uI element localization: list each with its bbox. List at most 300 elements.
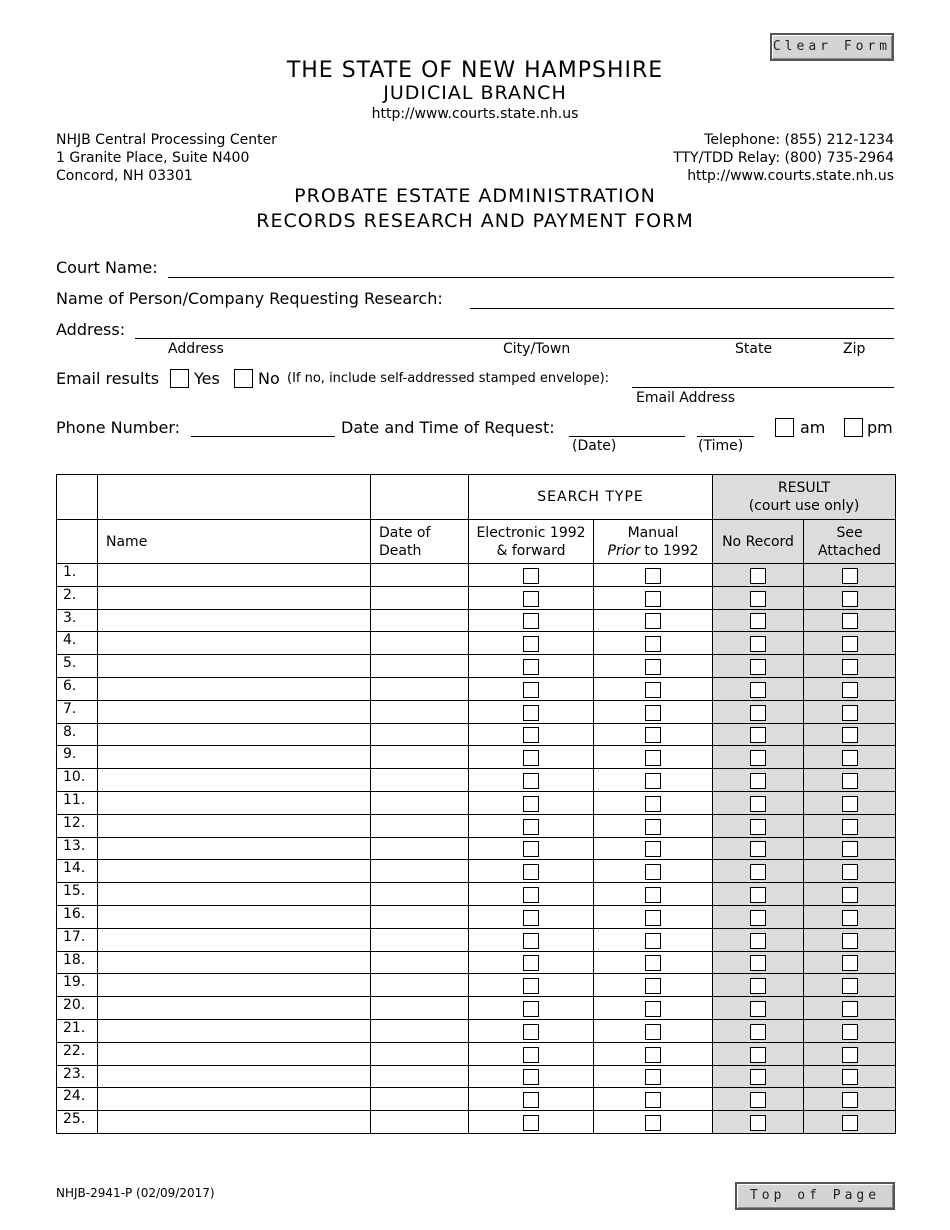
no-record-checkbox[interactable] — [750, 864, 766, 880]
email-address-field[interactable] — [632, 367, 894, 388]
electronic-checkbox[interactable] — [523, 1115, 539, 1131]
electronic-checkbox[interactable] — [523, 773, 539, 789]
manual-checkbox-cell — [594, 1019, 713, 1042]
name-cell[interactable] — [98, 1065, 371, 1088]
no-record-checkbox[interactable] — [750, 887, 766, 903]
manual-checkbox[interactable] — [645, 1001, 661, 1017]
manual-checkbox[interactable] — [645, 591, 661, 607]
date-of-death-cell[interactable] — [371, 564, 469, 587]
row-number: 24. — [57, 1088, 98, 1111]
see-attached-checkbox-cell — [804, 974, 896, 997]
date-of-death-cell[interactable] — [371, 814, 469, 837]
see-attached-checkbox[interactable] — [842, 659, 858, 675]
see-attached-checkbox[interactable] — [842, 727, 858, 743]
no-record-checkbox[interactable] — [750, 910, 766, 926]
electronic-checkbox-cell — [469, 586, 594, 609]
date-of-death-cell[interactable] — [371, 791, 469, 814]
table-row — [57, 586, 896, 609]
no-record-checkbox[interactable] — [750, 796, 766, 812]
see-attached-checkbox[interactable] — [842, 864, 858, 880]
manual-checkbox[interactable] — [645, 773, 661, 789]
manual-checkbox-cell — [594, 609, 713, 632]
see-attached-checkbox-cell — [804, 997, 896, 1020]
electronic-checkbox-cell — [469, 1065, 594, 1088]
electronic-checkbox[interactable] — [523, 1092, 539, 1108]
no-record-checkbox[interactable] — [750, 613, 766, 629]
am-checkbox[interactable] — [775, 418, 794, 437]
no-record-checkbox-cell — [713, 1065, 804, 1088]
date-of-death-header — [371, 520, 469, 564]
manual-checkbox[interactable] — [645, 933, 661, 949]
see-attached-checkbox-cell — [804, 1065, 896, 1088]
name-cell[interactable] — [98, 1042, 371, 1065]
name-cell[interactable] — [98, 1019, 371, 1042]
name-cell[interactable] — [98, 837, 371, 860]
date-of-death-cell[interactable] — [371, 1088, 469, 1111]
electronic-checkbox[interactable] — [523, 910, 539, 926]
row-number: 6. — [57, 677, 98, 700]
manual-checkbox[interactable] — [645, 1047, 661, 1063]
see-attached-checkbox-cell — [804, 951, 896, 974]
table-row — [57, 1111, 896, 1134]
electronic-checkbox[interactable] — [523, 841, 539, 857]
no-record-checkbox-cell — [713, 1111, 804, 1134]
electronic-checkbox-cell — [469, 700, 594, 723]
pm-checkbox[interactable] — [844, 418, 863, 437]
electronic-checkbox-cell — [469, 951, 594, 974]
no-record-checkbox-cell — [713, 723, 804, 746]
manual-checkbox[interactable] — [645, 613, 661, 629]
name-cell[interactable] — [98, 700, 371, 723]
manual-checkbox[interactable] — [645, 682, 661, 698]
table-row — [57, 769, 896, 792]
electronic-checkbox-cell — [469, 1111, 594, 1134]
date-of-death-cell[interactable] — [371, 723, 469, 746]
time-hint: (Time) — [698, 438, 744, 454]
blank-header-cell — [371, 475, 469, 520]
see-attached-checkbox[interactable] — [842, 796, 858, 812]
electronic-checkbox-cell — [469, 632, 594, 655]
no-record-checkbox-cell — [713, 997, 804, 1020]
no-record-checkbox[interactable] — [750, 682, 766, 698]
electronic-line1: Electronic 1992 — [476, 524, 586, 541]
electronic-checkbox[interactable] — [523, 933, 539, 949]
no-record-checkbox[interactable] — [750, 1069, 766, 1085]
electronic-checkbox[interactable] — [523, 1069, 539, 1085]
see-attached-checkbox[interactable] — [842, 841, 858, 857]
see-attached-checkbox[interactable] — [842, 682, 858, 698]
no-record-checkbox-cell — [713, 951, 804, 974]
no-record-checkbox[interactable] — [750, 819, 766, 835]
manual-checkbox[interactable] — [645, 659, 661, 675]
electronic-checkbox-cell — [469, 791, 594, 814]
court-name-field[interactable] — [168, 257, 894, 278]
manual-checkbox-cell — [594, 837, 713, 860]
see-attached-checkbox-cell — [804, 1019, 896, 1042]
electronic-checkbox[interactable] — [523, 1001, 539, 1017]
table-row — [57, 974, 896, 997]
electronic-checkbox[interactable] — [523, 705, 539, 721]
electronic-checkbox[interactable] — [523, 796, 539, 812]
see-line1: See — [836, 524, 863, 541]
date-of-death-cell[interactable] — [371, 1111, 469, 1134]
electronic-checkbox[interactable] — [523, 864, 539, 880]
see-attached-checkbox[interactable] — [842, 1024, 858, 1040]
records-body — [57, 564, 896, 1134]
name-cell[interactable] — [98, 860, 371, 883]
see-attached-checkbox[interactable] — [842, 887, 858, 903]
name-cell[interactable] — [98, 609, 371, 632]
email-yes-checkbox[interactable] — [170, 369, 189, 388]
row-number: 17. — [57, 928, 98, 951]
electronic-checkbox[interactable] — [523, 955, 539, 971]
manual-checkbox-cell — [594, 1088, 713, 1111]
telephone: Telephone: (855) 212-1234 — [704, 132, 894, 148]
electronic-checkbox-cell — [469, 769, 594, 792]
see-attached-checkbox-cell — [804, 723, 896, 746]
manual-checkbox-cell — [594, 997, 713, 1020]
see-attached-checkbox-cell — [804, 928, 896, 951]
name-cell[interactable] — [98, 586, 371, 609]
clear-form-button[interactable]: Clear Form — [770, 33, 894, 61]
search-type-header: SEARCH TYPE — [469, 475, 713, 520]
electronic-checkbox-cell — [469, 883, 594, 906]
see-attached-checkbox[interactable] — [842, 819, 858, 835]
see-attached-checkbox[interactable] — [842, 568, 858, 584]
electronic-checkbox[interactable] — [523, 1024, 539, 1040]
manual-checkbox-cell — [594, 769, 713, 792]
blank-header-cell — [57, 475, 98, 520]
no-record-checkbox-cell — [713, 928, 804, 951]
no-record-checkbox-cell — [713, 860, 804, 883]
table-row — [57, 1065, 896, 1088]
no-record-checkbox[interactable] — [750, 978, 766, 994]
date-of-death-cell[interactable] — [371, 609, 469, 632]
no-record-checkbox-cell — [713, 632, 804, 655]
table-row — [57, 1042, 896, 1065]
table-row — [57, 997, 896, 1020]
date-of-death-cell[interactable] — [371, 928, 469, 951]
date-of-death-cell[interactable] — [371, 746, 469, 769]
electronic-checkbox[interactable] — [523, 1047, 539, 1063]
electronic-checkbox[interactable] — [523, 727, 539, 743]
name-cell[interactable] — [98, 769, 371, 792]
name-cell[interactable] — [98, 723, 371, 746]
table-row — [57, 860, 896, 883]
date-of-death-cell[interactable] — [371, 997, 469, 1020]
name-cell[interactable] — [98, 974, 371, 997]
table-row — [57, 632, 896, 655]
no-record-checkbox[interactable] — [750, 841, 766, 857]
no-record-checkbox[interactable] — [750, 727, 766, 743]
manual-checkbox[interactable] — [645, 727, 661, 743]
result-header — [713, 475, 896, 520]
date-of-death-cell[interactable] — [371, 1042, 469, 1065]
electronic-checkbox[interactable] — [523, 978, 539, 994]
no-record-checkbox-cell — [713, 1088, 804, 1111]
no-record-checkbox[interactable] — [750, 1092, 766, 1108]
date-of-death-cell[interactable] — [371, 700, 469, 723]
electronic-checkbox[interactable] — [523, 750, 539, 766]
electronic-checkbox[interactable] — [523, 591, 539, 607]
no-record-checkbox-cell — [713, 746, 804, 769]
see-attached-checkbox-cell — [804, 1042, 896, 1065]
row-number: 18. — [57, 951, 98, 974]
no-record-checkbox[interactable] — [750, 659, 766, 675]
date-of-death-cell[interactable] — [371, 974, 469, 997]
email-no-checkbox[interactable] — [234, 369, 253, 388]
name-cell[interactable] — [98, 1088, 371, 1111]
requester-field[interactable] — [470, 288, 894, 309]
manual-checkbox[interactable] — [645, 750, 661, 766]
manual-line2 — [594, 542, 712, 560]
table-row — [57, 814, 896, 837]
electronic-checkbox-cell — [469, 677, 594, 700]
manual-checkbox-cell — [594, 860, 713, 883]
no-record-checkbox[interactable] — [750, 1047, 766, 1063]
manual-checkbox[interactable] — [645, 910, 661, 926]
pm-label: pm — [867, 418, 893, 437]
manual-checkbox-cell — [594, 905, 713, 928]
no-record-checkbox-cell — [713, 883, 804, 906]
manual-checkbox-cell — [594, 655, 713, 678]
table-row — [57, 677, 896, 700]
see-attached-checkbox[interactable] — [842, 750, 858, 766]
date-of-death-cell[interactable] — [371, 769, 469, 792]
table-row — [57, 609, 896, 632]
row-number: 14. — [57, 860, 98, 883]
date-of-death-cell[interactable] — [371, 951, 469, 974]
address-sub-label: Address — [168, 341, 224, 357]
see-attached-checkbox-cell — [804, 632, 896, 655]
top-of-page-button[interactable]: Top of Page — [735, 1182, 895, 1210]
form-title — [0, 184, 950, 234]
see-attached-checkbox[interactable] — [842, 705, 858, 721]
table-row — [57, 928, 896, 951]
records-table — [56, 474, 896, 1134]
date-of-death-cell[interactable] — [371, 632, 469, 655]
see-attached-checkbox[interactable] — [842, 1001, 858, 1017]
see-attached-checkbox-cell — [804, 883, 896, 906]
row-number: 22. — [57, 1042, 98, 1065]
name-cell[interactable] — [98, 791, 371, 814]
manual-checkbox-cell — [594, 723, 713, 746]
see-attached-checkbox[interactable] — [842, 773, 858, 789]
see-attached-checkbox-cell — [804, 769, 896, 792]
see-attached-checkbox-cell — [804, 905, 896, 928]
row-number: 9. — [57, 746, 98, 769]
table-row — [57, 655, 896, 678]
manual-checkbox-cell — [594, 564, 713, 587]
no-record-checkbox[interactable] — [750, 636, 766, 652]
table-row — [57, 1088, 896, 1111]
court-name-label: Court Name: — [56, 258, 158, 277]
no-record-checkbox-cell — [713, 655, 804, 678]
manual-checkbox[interactable] — [645, 1092, 661, 1108]
name-cell[interactable] — [98, 997, 371, 1020]
manual-checkbox-cell — [594, 677, 713, 700]
electronic-checkbox[interactable] — [523, 819, 539, 835]
name-cell[interactable] — [98, 951, 371, 974]
no-record-checkbox[interactable] — [750, 773, 766, 789]
no-record-checkbox[interactable] — [750, 1001, 766, 1017]
electronic-checkbox-cell — [469, 974, 594, 997]
see-attached-checkbox-cell — [804, 609, 896, 632]
no-record-checkbox[interactable] — [750, 568, 766, 584]
see-attached-checkbox[interactable] — [842, 955, 858, 971]
no-record-checkbox-cell — [713, 769, 804, 792]
date-of-death-cell[interactable] — [371, 860, 469, 883]
see-attached-checkbox-cell — [804, 1111, 896, 1134]
am-label: am — [800, 418, 826, 437]
row-number: 4. — [57, 632, 98, 655]
date-field[interactable] — [569, 416, 685, 437]
date-of-death-cell[interactable] — [371, 883, 469, 906]
name-cell[interactable] — [98, 564, 371, 587]
electronic-checkbox-cell — [469, 609, 594, 632]
manual-checkbox[interactable] — [645, 887, 661, 903]
see-attached-checkbox[interactable] — [842, 613, 858, 629]
manual-checkbox[interactable] — [645, 705, 661, 721]
branch-title: JUDICIAL BRANCH — [383, 82, 567, 104]
manual-checkbox[interactable] — [645, 955, 661, 971]
no-record-checkbox-cell — [713, 837, 804, 860]
see-attached-checkbox[interactable] — [842, 636, 858, 652]
manual-checkbox-cell — [594, 632, 713, 655]
no-record-checkbox-cell — [713, 1019, 804, 1042]
date-of-death-cell[interactable] — [371, 1019, 469, 1042]
see-attached-checkbox-cell — [804, 564, 896, 587]
electronic-checkbox-cell — [469, 746, 594, 769]
electronic-checkbox-cell — [469, 928, 594, 951]
electronic-checkbox[interactable] — [523, 613, 539, 629]
see-attached-checkbox[interactable] — [842, 933, 858, 949]
no-record-checkbox[interactable] — [750, 705, 766, 721]
manual-checkbox-cell — [594, 951, 713, 974]
result-note: (court use only) — [748, 498, 860, 514]
no-record-checkbox[interactable] — [750, 750, 766, 766]
row-number: 10. — [57, 769, 98, 792]
table-row — [57, 723, 896, 746]
address-block-left — [56, 131, 277, 185]
row-number: 8. — [57, 723, 98, 746]
manual-checkbox[interactable] — [645, 864, 661, 880]
no-record-checkbox[interactable] — [750, 591, 766, 607]
see-attached-checkbox[interactable] — [842, 1092, 858, 1108]
name-cell[interactable] — [98, 632, 371, 655]
state-title: THE STATE OF NEW HAMPSHIRE — [286, 58, 664, 83]
electronic-checkbox-cell — [469, 564, 594, 587]
date-of-death-cell[interactable] — [371, 837, 469, 860]
no-record-checkbox[interactable] — [750, 1115, 766, 1131]
no-record-checkbox[interactable] — [750, 933, 766, 949]
manual-checkbox[interactable] — [645, 636, 661, 652]
date-time-label: Date and Time of Request: — [341, 418, 555, 437]
manual-checkbox[interactable] — [645, 819, 661, 835]
electronic-checkbox-cell — [469, 905, 594, 928]
address-block-right — [673, 131, 894, 185]
see-attached-checkbox-cell — [804, 700, 896, 723]
manual-checkbox[interactable] — [645, 978, 661, 994]
see-attached-checkbox[interactable] — [842, 1047, 858, 1063]
see-attached-checkbox[interactable] — [842, 591, 858, 607]
see-attached-checkbox-cell — [804, 791, 896, 814]
electronic-checkbox[interactable] — [523, 659, 539, 675]
electronic-line2: & forward — [496, 542, 566, 559]
manual-checkbox-cell — [594, 883, 713, 906]
name-cell[interactable] — [98, 814, 371, 837]
address-field[interactable] — [135, 318, 894, 339]
see-attached-header — [804, 520, 896, 564]
manual-checkbox[interactable] — [645, 1115, 661, 1131]
blank-header-cell — [98, 475, 371, 520]
electronic-checkbox[interactable] — [523, 568, 539, 584]
see-attached-checkbox-cell — [804, 837, 896, 860]
name-cell[interactable] — [98, 905, 371, 928]
manual-prior: Prior — [607, 542, 640, 559]
electronic-checkbox[interactable] — [523, 887, 539, 903]
see-attached-checkbox-cell — [804, 860, 896, 883]
no-record-checkbox[interactable] — [750, 1024, 766, 1040]
see-attached-checkbox[interactable] — [842, 1069, 858, 1085]
manual-checkbox[interactable] — [645, 568, 661, 584]
see-attached-checkbox[interactable] — [842, 910, 858, 926]
address-left-line2: 1 Granite Place, Suite N400 — [56, 150, 250, 166]
time-field[interactable] — [697, 416, 754, 437]
electronic-checkbox-cell — [469, 1042, 594, 1065]
phone-field[interactable] — [191, 416, 335, 437]
row-number: 11. — [57, 791, 98, 814]
manual-checkbox-cell — [594, 814, 713, 837]
manual-checkbox-cell — [594, 1111, 713, 1134]
email-no-label: No — [258, 369, 280, 388]
name-cell[interactable] — [98, 1111, 371, 1134]
date-of-death-cell[interactable] — [371, 586, 469, 609]
date-of-death-cell[interactable] — [371, 677, 469, 700]
electronic-checkbox-cell — [469, 1088, 594, 1111]
date-of-death-cell[interactable] — [371, 905, 469, 928]
date-of-death-cell[interactable] — [371, 1065, 469, 1088]
name-cell[interactable] — [98, 746, 371, 769]
see-attached-checkbox[interactable] — [842, 1115, 858, 1131]
row-number: 23. — [57, 1065, 98, 1088]
manual-checkbox[interactable] — [645, 796, 661, 812]
state-sub-label: State — [735, 341, 773, 357]
manual-checkbox[interactable] — [645, 1069, 661, 1085]
name-cell[interactable] — [98, 655, 371, 678]
name-cell[interactable] — [98, 928, 371, 951]
form-number: NHJB-2941-P (02/09/2017) — [56, 1186, 215, 1200]
see-attached-checkbox[interactable] — [842, 978, 858, 994]
row-number: 20. — [57, 997, 98, 1020]
manual-checkbox[interactable] — [645, 1024, 661, 1040]
no-record-checkbox-cell — [713, 586, 804, 609]
electronic-header — [469, 520, 594, 564]
row-number: 12. — [57, 814, 98, 837]
manual-header — [594, 520, 713, 564]
electronic-checkbox[interactable] — [523, 682, 539, 698]
no-record-checkbox-cell — [713, 814, 804, 837]
electronic-checkbox[interactable] — [523, 636, 539, 652]
manual-checkbox[interactable] — [645, 841, 661, 857]
no-record-checkbox[interactable] — [750, 955, 766, 971]
electronic-checkbox-cell — [469, 997, 594, 1020]
name-cell[interactable] — [98, 883, 371, 906]
name-cell[interactable] — [98, 677, 371, 700]
manual-rest: to 1992 — [639, 542, 699, 559]
tty-relay: TTY/TDD Relay: (800) 735-2964 — [673, 150, 894, 166]
date-of-death-cell[interactable] — [371, 655, 469, 678]
